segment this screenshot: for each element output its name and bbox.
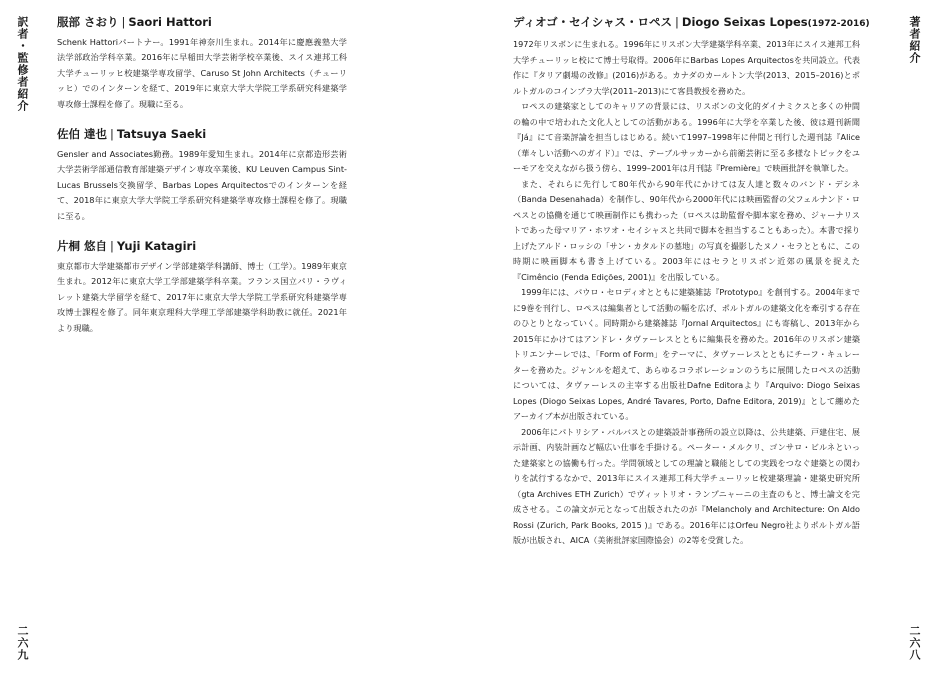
bio-paragraph: 2006年にパトリシア・バルバスとの建築設計事務所の設立以降は、公共建築、戸建住宅、展示計画、内装計画など幅広い仕事を手掛ける。ペーター・メルクリ、ゴンサロ・ビルネといった建築家との協働も行った。学問領域としての理論と職能としての実践をつなぐ建築との関わりを試行するなかで、2013年にスイス連邦工科大学チューリッヒ校建築理論・建築史研究所（gta Archives ETH Zurich）でヴィットリオ・ランプニャーニの主査のもと、博士論文を完成させる。この論文が元となって出版されたのが『Melancholy and Architecture: On Aldo Rossi (Zurich, Park Books, 2015 )』である。2016年にはOrfeu Negro社よりポルトガル語版が出版され、AICA（美術批評家国際協会）の2等を受賞した。 bbox=[513, 426, 860, 545]
name-english: Diogo Seixas Lopes bbox=[681, 15, 808, 29]
left-side-title: 訳者・監修者紹介 bbox=[16, 16, 29, 112]
author-bio bbox=[513, 37, 860, 549]
name-japanese: 服部 さおり bbox=[57, 15, 119, 29]
name-separator: | bbox=[675, 15, 679, 29]
name-japanese: 佐伯 達也 bbox=[57, 127, 108, 142]
translator-bio: 東京都市大学建築都市デザイン学部建築学科講師、博士（工学）。1989年東京生まれ。2012年に東京大学工学部建築学科卒業。フランス国立パリ・ラヴィレット建築大学留学を経て、2017年に東京大学大学院工学系研究科建築学専攻博士課程を修了。同年東京理科大学理工学部建築学科助教に就任。2021年より現職。 bbox=[57, 261, 347, 333]
name-english: Saori Hattori bbox=[128, 15, 212, 29]
translator-bio: Schenk Hattoriパートナー。1991年神奈川生まれ。2014年に慶應義塾大学法学部政治学科卒業。2016年に早稲田大学芸術学校卒業後、スイス連邦工科大学チューリッヒ校建築学専攻留学、Caruso St John Architects（チューリッヒ）でのインターンを経て、2019年に東京大学大学院工学系研究科建築学専攻修士課程を修了。現職に至る。 bbox=[57, 37, 347, 109]
translator-entry bbox=[57, 126, 347, 224]
translator-entry bbox=[57, 238, 347, 336]
bio-paragraph: ロペスの建築家としてのキャリアの背景には、リスボンの文化的ダイナミクスと多くの仲間の輪の中で培われた文化人としての活動がある。1996年に大学を卒業した後、彼は週刊新聞『Já』にて音楽評論を担当しはじめる。続いて1997–1998年に仲間と刊行した週刊誌『Alice（華々しい活動へのガイド）』では、テーブルサッカーから前衛芸術に至る多様なトピックをユーモアを交えながら扱う傍ら、1999–2001年は月刊誌『Première』で映画批評を執筆した。 bbox=[513, 101, 860, 173]
bio-paragraph: 1999年には、パウロ・セロディオとともに建築雑誌『Prototypo』を創刊する。2004年までに9巻を刊行し、ロペスは編集者として活動の幅を広げ、ポルトガルの建築文化を牽引する存在のひとりとなっていく。同時期から建築雑誌『Jornal Arquitectos』にも寄稿し、2013年から2015年にかけてはアンドレ・タヴァーレスとともに編集長を務めた。2016年のリスボン建築トリエンナーレでは、「Form of Form」をテーマに、タヴァーレスとともにチーフ・キュレーターを務めた。ジャンルを超えて、あらゆるコラボレーションのうちに展開したロペスの活動については、タヴァーレスの主宰する出版社Dafne Editoraより『Arquivo: Diogo Seixas Lopes (Diogo Seixas Lopes, André Tavares, Porto, Dafne Editora, 2019)』として纏めたアーカイブ本が出版されている。 bbox=[513, 287, 860, 421]
author-name bbox=[513, 14, 870, 32]
name-separator: | bbox=[110, 127, 114, 142]
name-japanese: 片桐 悠自 bbox=[57, 239, 108, 254]
right-side-title: 著者紹介 bbox=[908, 16, 921, 64]
bio-paragraph: また、それらに先行して80年代から90年代にかけては友人達と数々のバンド・デシネ（Banda Desenahada）を制作し、90年代から2000年代には映画監督の父フェルナンド・ロペスとの協働を通じて映画制作にも携わった（ロペスは助監督や脚本家を務め、ジャーナリストであった母マリア・ホワオ・セイシャスと共同で脚本を担当することもあった）。本書で採り上げたアルド・ロッシの「サン・カタルドの墓地」の写真を撮影したヌノ・セラとともに、この時期に映画脚本も書き上げている。2003年にはセラとリスボン近郊の風景を捉えた『Cimêncio (Fenda Edições, 2001)』を出版している。 bbox=[513, 178, 860, 282]
translator-name bbox=[57, 14, 347, 30]
name-japanese: ディオゴ・セイシャス・ロペス bbox=[513, 15, 673, 29]
translator-bio: Gensler and Associates勤務。1989年愛知生まれ。2014年に京都造形芸術大学芸術学部通信教育部建築デザイン専攻卒業後、KU Leuven Campus Sint-Lucas Brussels交換留学、Barbas Lopes Arquitectosでのインターンを経て、2018年に東京大学大学院工学系研究科建築学専攻修士課程を修了。現職に至る。 bbox=[57, 149, 347, 221]
author-column bbox=[513, 14, 870, 549]
translator-name bbox=[57, 126, 347, 142]
translator-entry bbox=[57, 14, 347, 112]
translators-column bbox=[57, 14, 347, 350]
bio-paragraph: 1972年リスボンに生まれる。1996年にリスボン大学建築学科卒業、2013年にスイス連邦工科大学チューリッヒ校にて博士号取得。2006年にBarbas Lopes Arquitectosを共同設立。代表作に『タリア劇場の改修』(2016)がある。カナダのカールトン大学(2013、2015–2016)とポルトガルのコインブラ大学(2011–2013)にて客員教授を務めた。 bbox=[513, 39, 860, 96]
author-years: (1972-2016) bbox=[807, 19, 870, 29]
name-english: Yuji Katagiri bbox=[116, 239, 197, 254]
translator-name bbox=[57, 238, 347, 254]
name-english: Tatsuya Saeki bbox=[116, 127, 207, 142]
name-separator: | bbox=[121, 15, 126, 29]
left-page-number: 二六九 bbox=[16, 625, 29, 661]
name-separator: | bbox=[110, 239, 114, 254]
right-page-number: 二六八 bbox=[908, 625, 921, 661]
